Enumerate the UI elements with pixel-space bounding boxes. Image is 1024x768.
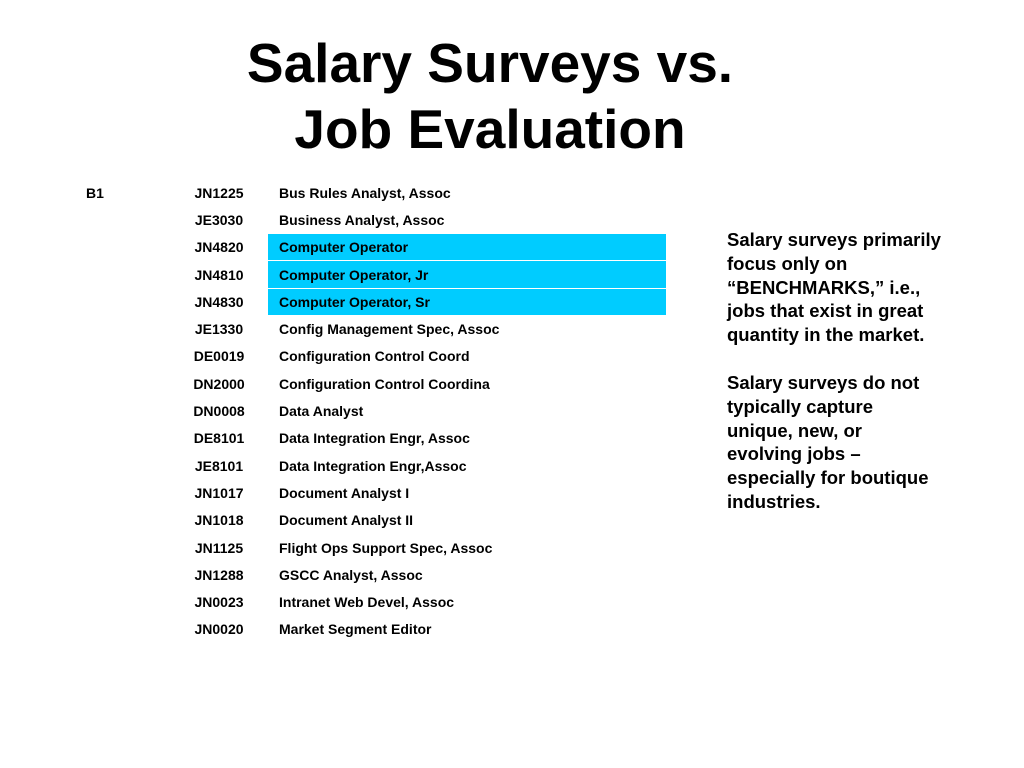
job-title-cell: Bus Rules Analyst, Assoc (279, 184, 451, 201)
table-row (70, 315, 666, 342)
job-title-cell: Document Analyst II (279, 512, 414, 529)
job-table-body (70, 179, 666, 643)
job-title-cell: Computer Operator (268, 234, 666, 261)
grade-cell (70, 588, 170, 615)
table-row (70, 343, 666, 370)
job-code-cell: JN1288 (194, 566, 244, 583)
grade-cell (70, 534, 170, 561)
job-title-cell: Flight Ops Support Spec, Assoc (279, 539, 493, 556)
grade-cell (70, 561, 170, 588)
job-code-cell: JN1125 (194, 539, 244, 556)
job-title-cell: Computer Operator, Jr (268, 261, 666, 288)
table-row (70, 425, 666, 452)
job-table (70, 179, 666, 643)
title-line-2: Job Evaluation (294, 98, 686, 160)
table-row (70, 288, 666, 315)
table-row (70, 479, 666, 506)
note-unique-jobs: Salary surveys do not typically capture unique, new, or evolving jobs – especially for boutique industries. (727, 371, 929, 512)
table-row (70, 179, 666, 206)
table-row (70, 616, 666, 643)
job-title-cell: Document Analyst I (279, 484, 410, 501)
grade-cell (70, 452, 170, 479)
job-title-cell: Configuration Control Coord (279, 348, 470, 365)
job-title-cell: Market Segment Editor (279, 621, 432, 638)
title-line-1: Salary Surveys vs. (246, 32, 734, 94)
job-code-cell: JN1225 (194, 184, 244, 201)
job-code-cell: JN1018 (194, 512, 244, 529)
table-row (70, 588, 666, 615)
slide-title (0, 30, 980, 162)
job-title-cell: Configuration Control Coordina (279, 375, 490, 392)
grade-cell (70, 507, 170, 534)
grade-cell (70, 616, 170, 643)
job-title-cell: Data Analyst (279, 403, 364, 420)
job-code-cell: JE8101 (194, 457, 244, 474)
table-row (70, 452, 666, 479)
table-row (70, 234, 666, 261)
grade-cell (70, 315, 170, 342)
grade-cell (70, 479, 170, 506)
job-title-cell: Data Integration Engr,Assoc (279, 457, 467, 474)
grade-cell (70, 397, 170, 424)
job-title-cell: Intranet Web Devel, Assoc (279, 594, 455, 611)
job-code-cell: JN0023 (194, 594, 244, 611)
job-code-cell: DE8101 (193, 430, 245, 447)
job-title-cell: Config Management Spec, Assoc (279, 321, 500, 338)
table-row (70, 534, 666, 561)
job-title-cell: Data Integration Engr, Assoc (279, 430, 470, 447)
job-code-cell: DN2000 (193, 375, 245, 392)
side-note (727, 228, 942, 538)
job-code-cell: JE3030 (194, 211, 244, 228)
job-code-cell: JN4810 (194, 266, 244, 283)
job-code-cell: JN1017 (194, 484, 244, 501)
grade-cell (70, 234, 170, 261)
grade-cell (70, 343, 170, 370)
table-row (70, 507, 666, 534)
note-benchmarks: Salary surveys primarily focus only on “BENCHMARKS,” i.e., jobs that exist in great quantity in the market. (727, 229, 941, 346)
job-title-cell: Computer Operator, Sr (268, 288, 666, 315)
table-row (70, 561, 666, 588)
grade-cell (70, 206, 170, 233)
grade-cell: B1 (86, 184, 104, 201)
job-code-cell: JN4830 (194, 293, 244, 310)
grade-cell (70, 288, 170, 315)
job-title-cell: Business Analyst, Assoc (279, 211, 445, 228)
job-code-cell: DE0019 (193, 348, 245, 365)
job-code-cell: JN0020 (194, 621, 244, 638)
table-row (70, 261, 666, 288)
job-code-cell: JN4820 (194, 239, 244, 256)
table-row (70, 206, 666, 233)
job-code-cell: DN0008 (193, 403, 245, 420)
job-title-cell: GSCC Analyst, Assoc (279, 566, 423, 583)
grade-cell (70, 425, 170, 452)
job-code-cell: JE1330 (194, 321, 244, 338)
grade-cell (70, 261, 170, 288)
grade-cell (70, 370, 170, 397)
table-row (70, 370, 666, 397)
table-row (70, 397, 666, 424)
